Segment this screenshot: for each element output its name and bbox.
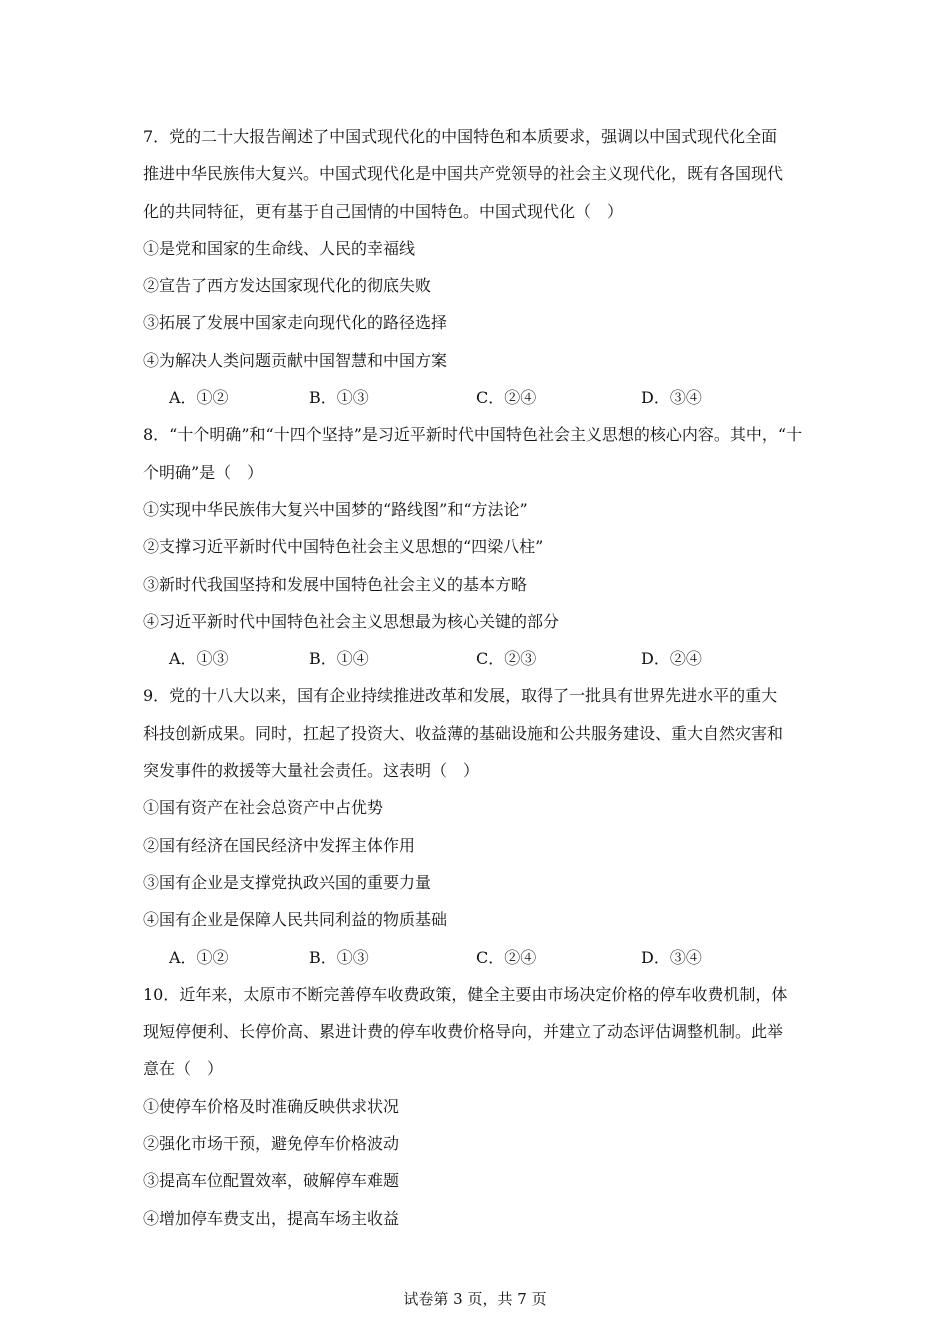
answer-options (143, 379, 823, 416)
question-list (143, 118, 823, 1237)
question-stem-line: 科技创新成果。同时，扛起了投资大、收益薄的基础设施和公共服务建设、重大自然灾害和 (143, 723, 784, 743)
option-b: B．①③ (309, 947, 369, 967)
option-d: D．②④ (641, 649, 702, 669)
question-stem-line: 9．党的十八大以来，国有企业持续推进改革和发展，取得了一批具有世界先进水平的重大 (143, 686, 778, 706)
question-stem-line: 化的共同特征，更有基于自己国情的中国特色。中国式现代化（ ） (143, 201, 624, 221)
option-b: B．①③ (309, 388, 369, 408)
statement-4: ④习近平新时代中国特色社会主义思想最为核心关键的部分 (143, 611, 560, 631)
question-stem-line: 个明确”是（ ） (143, 462, 264, 482)
option-a: A．①③ (169, 649, 229, 669)
option-a: A．①② (169, 388, 229, 408)
statement-1: ①实现中华民族伟大复兴中国梦的“路线图”和“方法论” (143, 499, 528, 519)
option-a: A．①② (169, 947, 229, 967)
option-b: B．①④ (309, 649, 369, 669)
statement-1: ①使停车价格及时准确反映供求状况 (143, 1096, 400, 1116)
statement-1: ①是党和国家的生命线、人民的幸福线 (143, 238, 416, 258)
statement-4: ④国有企业是保障人民共同利益的物质基础 (143, 910, 448, 930)
question-10 (143, 976, 823, 1237)
statement-2: ②宣告了西方发达国家现代化的彻底失败 (143, 276, 432, 296)
option-c: C．②④ (476, 947, 537, 967)
question-stem-line: 突发事件的救援等大量社会责任。这表明（ ） (143, 761, 480, 781)
question-stem-line: 8．“十个明确”和“十四个坚持”是习近平新时代中国特色社会主义思想的核心内容。其中，“十 (143, 425, 803, 445)
question-stem-line: 10．近年来，太原市不断完善停车收费政策，健全主要由市场决定价格的停车收费机制，体 (143, 984, 788, 1004)
option-d: D．③④ (641, 947, 702, 967)
question-7 (143, 118, 823, 416)
answer-options (143, 640, 823, 677)
option-c: C．②③ (476, 649, 537, 669)
statement-2: ②支撑习近平新时代中国特色社会主义思想的“四梁八柱” (143, 537, 544, 557)
question-stem-line: 推进中华民族伟大复兴。中国式现代化是中国共产党领导的社会主义现代化，既有各国现代 (143, 164, 784, 184)
question-8 (143, 416, 823, 677)
statement-3: ③拓展了发展中国家走向现代化的路径选择 (143, 313, 448, 333)
question-stem-line: 7．党的二十大报告阐述了中国式现代化的中国特色和本质要求，强调以中国式现代化全面 (143, 127, 778, 146)
statement-4: ④增加停车费支出，提高车场主收益 (143, 1208, 400, 1228)
statement-1: ①国有资产在社会总资产中占优势 (143, 798, 384, 818)
question-stem-line: 意在（ ） (143, 1059, 224, 1079)
statement-2: ②强化市场干预，避免停车价格波动 (143, 1134, 400, 1154)
option-d: D．③④ (641, 388, 702, 408)
question-stem-line: 现短停便利、长停价高、累进计费的停车收费价格导向，并建立了动态评估调整机制。此举 (143, 1022, 784, 1042)
page-footer: 试卷第 3 页，共 7 页 (403, 1290, 547, 1308)
statement-2: ②国有经济在国民经济中发挥主体作用 (143, 835, 416, 855)
option-c: C．②④ (476, 388, 537, 408)
statement-3: ③提高车位配置效率，破解停车难题 (143, 1171, 400, 1191)
statement-3: ③国有企业是支撑党执政兴国的重要力量 (143, 872, 432, 892)
statement-4: ④为解决人类问题贡献中国智慧和中国方案 (143, 350, 448, 370)
statement-3: ③新时代我国坚持和发展中国特色社会主义的基本方略 (143, 574, 528, 594)
answer-options (143, 939, 823, 976)
question-9 (143, 677, 823, 975)
